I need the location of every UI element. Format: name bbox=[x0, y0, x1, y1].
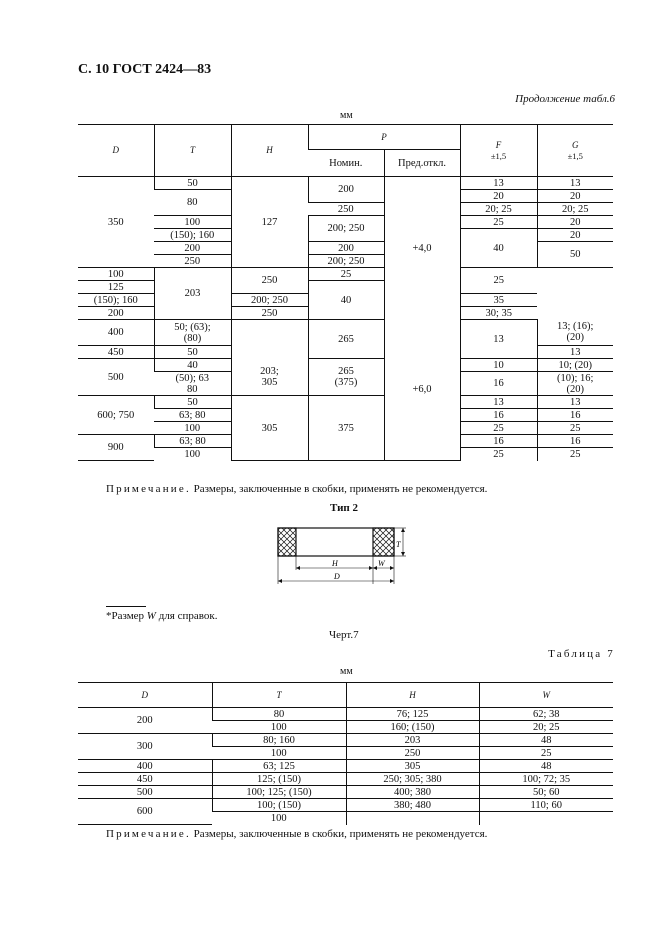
note-2: Примечание. Размеры, заключенные в скобки, применять не рекомендуется. bbox=[106, 828, 488, 840]
cell-d: 200 bbox=[78, 708, 212, 734]
cell-g: 13 bbox=[537, 346, 613, 359]
cell-t: 125; (150) bbox=[212, 773, 346, 786]
cell-p-nom: 265 bbox=[308, 320, 384, 359]
cell-t: 125 bbox=[78, 281, 154, 294]
page-header: С. 10 ГОСТ 2424—83 bbox=[78, 62, 212, 77]
cell-t: 100 bbox=[212, 721, 346, 734]
cell-p-nom: 265 (375) bbox=[308, 359, 384, 396]
cell-w: 48 bbox=[479, 760, 613, 773]
cell-d: 400 bbox=[78, 760, 212, 773]
cell-h: 127 bbox=[231, 177, 308, 268]
seal-type-2-drawing bbox=[260, 518, 420, 598]
label-d: D bbox=[334, 572, 340, 581]
cell-p-dev: +4,0 bbox=[384, 177, 460, 320]
cell-h: 250 bbox=[346, 747, 479, 760]
table-continuation-label: Продолжение табл.6 bbox=[515, 93, 615, 105]
cell-t: 63; 80 bbox=[154, 435, 231, 448]
figure-caption: Черт.7 bbox=[329, 629, 359, 641]
col-header-h: H bbox=[231, 125, 308, 177]
cell-p-nom: 375 bbox=[308, 396, 384, 461]
cell-t: 100 bbox=[154, 216, 231, 229]
cell-p-nom: 250 bbox=[231, 307, 308, 320]
cell-g: 35 bbox=[460, 294, 537, 307]
cell-t: 100 bbox=[270, 812, 287, 824]
cell-f: 16 bbox=[460, 435, 537, 448]
cell-f: 16 bbox=[460, 372, 537, 396]
cell-d: 350 bbox=[78, 177, 154, 268]
figure-title: Тип 2 bbox=[330, 502, 358, 514]
cell-d: 300 bbox=[78, 734, 212, 760]
unit-label: мм bbox=[340, 110, 353, 121]
cell-h: 250; 305; 380 bbox=[346, 773, 479, 786]
cell-g: 50 bbox=[537, 242, 613, 268]
cell-w: 20; 25 bbox=[479, 721, 613, 734]
cell-p-nom: 200; 250 bbox=[231, 294, 308, 307]
unit-label-2: мм bbox=[340, 666, 353, 677]
cell-t: 63; 125 bbox=[212, 760, 346, 773]
cell-f: 40 bbox=[460, 229, 537, 268]
cell-t: (150); 160 bbox=[78, 294, 154, 307]
cell-f: 16 bbox=[460, 409, 537, 422]
cell-g: 25 bbox=[537, 448, 613, 461]
cell-f: 13 bbox=[460, 396, 537, 409]
cell-p-nom: 200 bbox=[308, 242, 384, 255]
cell-g: (10); 16; (20) bbox=[537, 372, 613, 396]
cell-f: 13 bbox=[460, 177, 537, 190]
cell-t: (50); 63 80 bbox=[154, 372, 231, 396]
cell-w: 50; 60 bbox=[479, 786, 613, 799]
cell-h: 203 bbox=[154, 268, 231, 320]
cell-t: 80; 160 bbox=[212, 734, 346, 747]
cell-t: 50 bbox=[154, 396, 231, 409]
footnote: *Размер W для справок. bbox=[106, 610, 218, 622]
cell-p-nom: 200; 250 bbox=[308, 255, 384, 268]
table-7-title: Таблица 7 bbox=[548, 648, 615, 660]
cell-f: 25 bbox=[308, 268, 384, 281]
cell-t: 80 bbox=[212, 708, 346, 721]
col-header-d: D bbox=[78, 125, 154, 177]
label-h: H bbox=[332, 559, 338, 568]
seal-right-section bbox=[373, 528, 394, 556]
cell-g: 20 bbox=[537, 190, 613, 203]
cell-d: 900 bbox=[78, 435, 154, 461]
cell-g: 20 bbox=[537, 229, 613, 242]
cell-f: 40 bbox=[308, 281, 384, 320]
cell-f: 20 bbox=[460, 190, 537, 203]
cell-p-nom: 250 bbox=[308, 203, 384, 216]
cell-t: 50 bbox=[154, 346, 231, 359]
label-w: W bbox=[378, 559, 385, 568]
cell-t: 200 bbox=[78, 307, 154, 320]
cell-t: 100 bbox=[154, 422, 231, 435]
col-header-w: W bbox=[479, 683, 613, 708]
col-header-p-deviation: Пред.откл. bbox=[384, 150, 460, 177]
cell-g: 25 bbox=[460, 268, 537, 294]
cell-p-nom: 200; 250 bbox=[308, 216, 384, 242]
cell-t: 200 bbox=[154, 242, 231, 255]
cell-d: 600 bbox=[78, 799, 212, 825]
cell-f: 10 bbox=[460, 359, 537, 372]
cell-p-nom: 250 bbox=[231, 268, 308, 294]
cell-g: 16 bbox=[537, 409, 613, 422]
cell-w: 25 bbox=[479, 747, 613, 760]
cell-g: 10; (20) bbox=[537, 359, 613, 372]
col-header-t: T bbox=[212, 683, 346, 708]
cell-w: 100; 72; 35 bbox=[479, 773, 613, 786]
cell-g: 16 bbox=[537, 435, 613, 448]
cell-t: 100; 125; (150) bbox=[212, 786, 346, 799]
cell-h: 203 bbox=[346, 734, 479, 747]
cell-w: 110; 60 bbox=[479, 799, 613, 812]
cell-w bbox=[479, 812, 613, 825]
cell-t: 63; 80 bbox=[154, 409, 231, 422]
cell-h: 400; 380 bbox=[346, 786, 479, 799]
cell-h: 203; 305 bbox=[231, 359, 308, 396]
cell-h: 305 bbox=[346, 760, 479, 773]
cell-t: 250 bbox=[154, 255, 231, 268]
footnote-rule bbox=[106, 606, 146, 607]
cell-w: 62; 38 bbox=[479, 708, 613, 721]
col-header-t: T bbox=[154, 125, 231, 177]
col-header-f: F ±1,5 bbox=[460, 125, 537, 177]
cell-t: 40 bbox=[154, 359, 231, 372]
cell-f: 25 bbox=[460, 448, 537, 461]
cell-w: 48 bbox=[479, 734, 613, 747]
cell-f: 20; 25 bbox=[460, 203, 537, 216]
cell-t: 100 bbox=[184, 448, 201, 460]
cell-g: 13 bbox=[537, 177, 613, 190]
cell-t: 50 bbox=[154, 177, 231, 190]
col-header-h: H bbox=[346, 683, 479, 708]
cell-t: 100; (150) bbox=[212, 799, 346, 812]
cell-d: 450 bbox=[78, 773, 212, 786]
cell-d: 450 bbox=[78, 346, 154, 359]
seal-left-section bbox=[278, 528, 296, 556]
note-1: Примечание. Размеры, заключенные в скобки, применять не рекомендуется. bbox=[106, 483, 488, 495]
cell-h: 305 bbox=[231, 396, 308, 461]
table-7 bbox=[78, 682, 613, 825]
cell-t: 100 bbox=[212, 747, 346, 760]
cell-t: 80 bbox=[154, 190, 231, 216]
label-t: T bbox=[396, 540, 401, 549]
cell-g: 20; 25 bbox=[537, 203, 613, 216]
cell-d: 600; 750 bbox=[78, 396, 154, 435]
table-6 bbox=[78, 124, 613, 461]
col-header-g: G ±1,5 bbox=[537, 125, 613, 177]
cell-p-nom: 200 bbox=[308, 177, 384, 203]
cell-h: 160; (150) bbox=[346, 721, 479, 734]
cell-d: 500 bbox=[78, 359, 154, 396]
cell-g: 13 bbox=[537, 396, 613, 409]
cell-g: 30; 35 bbox=[460, 307, 537, 320]
cell-f: 25 bbox=[460, 422, 537, 435]
col-header-d: D bbox=[78, 683, 212, 708]
cell-g: 13; (16); (20) bbox=[537, 320, 613, 346]
cell-g: 25 bbox=[537, 422, 613, 435]
col-header-p: P bbox=[308, 125, 460, 150]
cell-h bbox=[346, 812, 479, 825]
cell-t: (150); 160 bbox=[154, 229, 231, 242]
cell-h bbox=[231, 320, 308, 359]
cell-f: 25 bbox=[460, 216, 537, 229]
cell-p-dev: +6,0 bbox=[384, 320, 460, 461]
cell-d: 400 bbox=[78, 320, 154, 346]
col-header-p-nominal: Номин. bbox=[308, 150, 384, 177]
cell-h: 380; 480 bbox=[346, 799, 479, 812]
cell-t: 50; (63); (80) bbox=[154, 320, 231, 346]
cell-f: 13 bbox=[460, 320, 537, 359]
cell-t: 100 bbox=[78, 268, 154, 281]
cell-d: 500 bbox=[78, 786, 212, 799]
cell-g: 20 bbox=[537, 216, 613, 229]
cell-h: 76; 125 bbox=[346, 708, 479, 721]
